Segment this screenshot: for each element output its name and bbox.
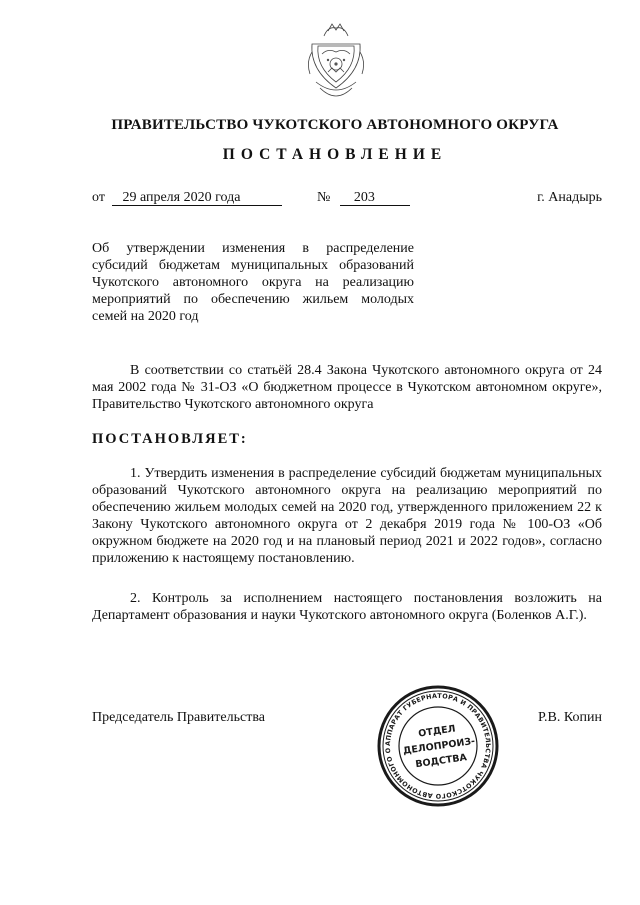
government-title: ПРАВИТЕЛЬСТВО ЧУКОТСКОГО АВТОНОМНОГО ОКРУГА bbox=[111, 117, 559, 133]
coat-of-arms-icon bbox=[306, 22, 366, 108]
document-date: 29 апреля 2020 года bbox=[112, 190, 282, 206]
signatory-name: Р.В. Копин bbox=[538, 710, 602, 725]
stamp-line-1: ОТДЕЛ bbox=[417, 723, 457, 740]
date-prefix: от bbox=[92, 190, 105, 205]
document-subject: Об утверждении изменения в распределение субсидий бюджетам муниципальных образований Чукотского автономного округа на реализацию мероприятий по обеспечению жильем молодых семей на 2020 год bbox=[92, 241, 414, 324]
stamp-ring-text: АППАРАТ ГУБЕРНАТОРА И ПРАВИТЕЛЬСТВА ЧУКОТСКОГО АВТОНОМНОГО О bbox=[383, 691, 493, 801]
decree-item-2: 2. Контроль за исполнением настоящего постановления возложить на Департамент образования и науки Чукотского автономного округа (Боленков А.Г.). bbox=[92, 591, 602, 623]
decree-heading: ПОСТАНОВЛЯЕТ: bbox=[92, 431, 248, 447]
document-type: ПОСТАНОВЛЕНИЕ bbox=[222, 146, 448, 163]
number-field bbox=[317, 190, 410, 206]
decree-item-1: 1. Утвердить изменения в распределение субсидий бюджетам муниципальных образований Чукотского автономного округа на реализацию мероприятий по обеспечению жильем молодых семей на 2020 год, утвержденного приложением 22 к Закону Чукотского автономного округа от 2 декабря 2019 года № 100-ОЗ «Об окружном бюджете на 2020 год и на плановый период 2021 и 2022 годов», согласно приложению к настоящему постановлению. bbox=[92, 466, 602, 566]
document-number: 203 bbox=[340, 190, 410, 206]
stamp-line-2: ДЕЛОПРОИЗ- bbox=[402, 735, 476, 757]
preamble: В соответствии со статьёй 28.4 Закона Чукотского автономного округа от 24 мая 2002 года № 31-ОЗ «О бюджетном процессе в Чукотском автономном округе», Правительство Чукотского автономного округа bbox=[92, 363, 602, 412]
seal-stamp-icon bbox=[376, 684, 500, 808]
stamp-line-3: ВОДСТВА bbox=[414, 752, 468, 771]
signatory-position: Председатель Правительства bbox=[92, 710, 265, 725]
number-prefix: № bbox=[317, 190, 331, 205]
document-city: г. Анадырь bbox=[537, 190, 602, 205]
date-field bbox=[92, 190, 282, 206]
